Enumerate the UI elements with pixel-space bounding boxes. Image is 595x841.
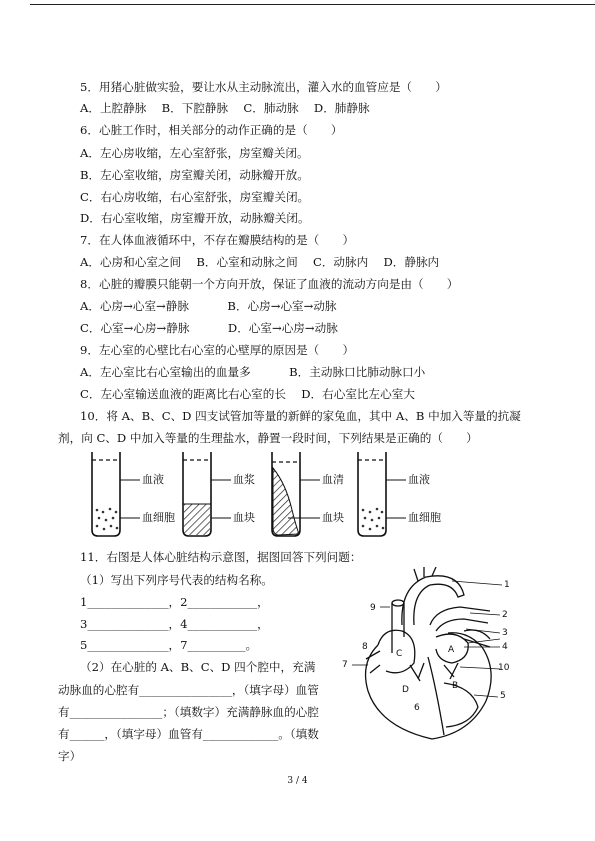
- tube-4-top-label: 血液: [408, 473, 430, 486]
- q11-sub2-line5: 字）: [58, 749, 82, 763]
- q7-stem: 7．在人体血液循环中，不存在瓣膜结构的是（ ）: [80, 233, 355, 247]
- q11-row1: 1______________，2____________，: [80, 595, 269, 609]
- heart-label-5: 5: [500, 691, 506, 701]
- tube-3-bottom-label: 血块: [322, 511, 344, 524]
- tube-3-top-label: 血清: [322, 473, 344, 486]
- q11-stem: 11．右图是人体心脏结构示意图，据图回答下列问题：: [80, 550, 362, 564]
- heart-diagram: [340, 567, 516, 747]
- heart-label-6: 6: [414, 703, 420, 713]
- heart-label-7: 7: [342, 660, 348, 670]
- q11-row2: 3______________，4____________，: [80, 617, 269, 631]
- heart-label-9: 9: [370, 603, 376, 613]
- q11-sub2-line1: （2）在心脏的 A、B、C、D 四个腔中，充满: [80, 660, 316, 674]
- tube-1: [92, 452, 140, 536]
- heart-chamber-a: A: [448, 645, 455, 655]
- q9-options-cd: C．左心室输送血液的距离比右心室的长 D．右心室比左心室大: [80, 387, 415, 401]
- header-rule: [30, 4, 595, 5]
- tube-2-top-label: 血浆: [233, 473, 255, 486]
- q9-options-ab: A．左心室比右心室输出的血量多 B．主动脉口比肺动脉口小: [80, 365, 426, 379]
- tube-4: [358, 452, 406, 536]
- tube-2: [183, 452, 231, 536]
- q6-option-c: C．右心房收缩，右心室舒张，房室瓣关闭。: [80, 190, 310, 204]
- page-number: 3 / 4: [287, 776, 308, 786]
- heart-label-2: 2: [502, 610, 508, 620]
- q6-option-d: D．右心室收缩，房室瓣开放，动脉瓣关闭。: [80, 211, 310, 225]
- heart-chamber-d: D: [402, 685, 409, 695]
- q11-sub2-line3: 有________________；（填数字）充满静脉血的心腔: [58, 705, 319, 719]
- test-tube-figure: [80, 446, 480, 540]
- tube-3: [272, 452, 320, 536]
- heart-label-4: 4: [502, 642, 508, 652]
- q5-options: A．上腔静脉 B．下腔静脉 C．肺动脉 D．肺静脉: [80, 101, 370, 115]
- q11-sub2-line4: 有______，（填字母）血管有_____________。（填数: [58, 727, 319, 741]
- heart-label-3: 3: [502, 628, 508, 638]
- q11-row3: 5______________，7__________。: [80, 638, 258, 652]
- heart-label-8: 8: [362, 642, 368, 652]
- q5-stem: 5．用猪心脏做实验，要让水从主动脉流出，灌入水的血管应是（ ）: [80, 80, 447, 94]
- q11-sub1: （1）写出下列序号代表的结构名称。: [80, 573, 273, 587]
- q6-stem: 6．心脏工作时，相关部分的动作正确的是（ ）: [80, 123, 343, 137]
- q6-option-a: A．左心房收缩，左心室舒张，房室瓣关闭。: [80, 146, 309, 160]
- heart-label-10: 10: [498, 663, 510, 673]
- tube-1-bottom-label: 血细胞: [142, 511, 175, 524]
- heart-label-1: 1: [504, 580, 510, 590]
- heart-chamber-c: C: [396, 649, 403, 659]
- q11-sub2-line2: 动脉血的心腔有________________，（填字母）血管: [58, 683, 319, 697]
- q8-options-ab: A．心房→心室→静脉 B．心房→心室→动脉: [80, 299, 337, 313]
- tube-1-top-label: 血液: [142, 473, 164, 486]
- q8-options-cd: C．心室→心房→静脉 D．心室→心房→动脉: [80, 321, 338, 335]
- q8-stem: 8．心脏的瓣膜只能朝一个方向开放，保证了血液的流动方向是由（ ）: [80, 277, 459, 291]
- q10-line1: 10．将 A、B、C、D 四支试管加等量的新鲜的家兔血，其中 A、B 中加入等量的抗凝: [80, 409, 521, 423]
- tube-2-bottom-label: 血块: [233, 511, 255, 524]
- heart-drawing: [340, 567, 516, 747]
- q10-line2: 剂，向 C、D 中加入等量的生理盐水，静置一段时间，下列结果是正确的（ ）: [58, 431, 478, 445]
- heart-chamber-b: B: [452, 681, 459, 691]
- q6-option-b: B．左心室收缩，房室瓣关闭，动脉瓣开放。: [80, 168, 309, 182]
- test-tubes-drawing: [80, 446, 480, 540]
- tube-4-bottom-label: 血细胞: [408, 511, 441, 524]
- q9-stem: 9．左心室的心壁比右心室的心壁厚的原因是（ ）: [80, 343, 355, 357]
- q7-options: A．心房和心室之间 B．心室和动脉之间 C．动脉内 D．静脉内: [80, 255, 440, 269]
